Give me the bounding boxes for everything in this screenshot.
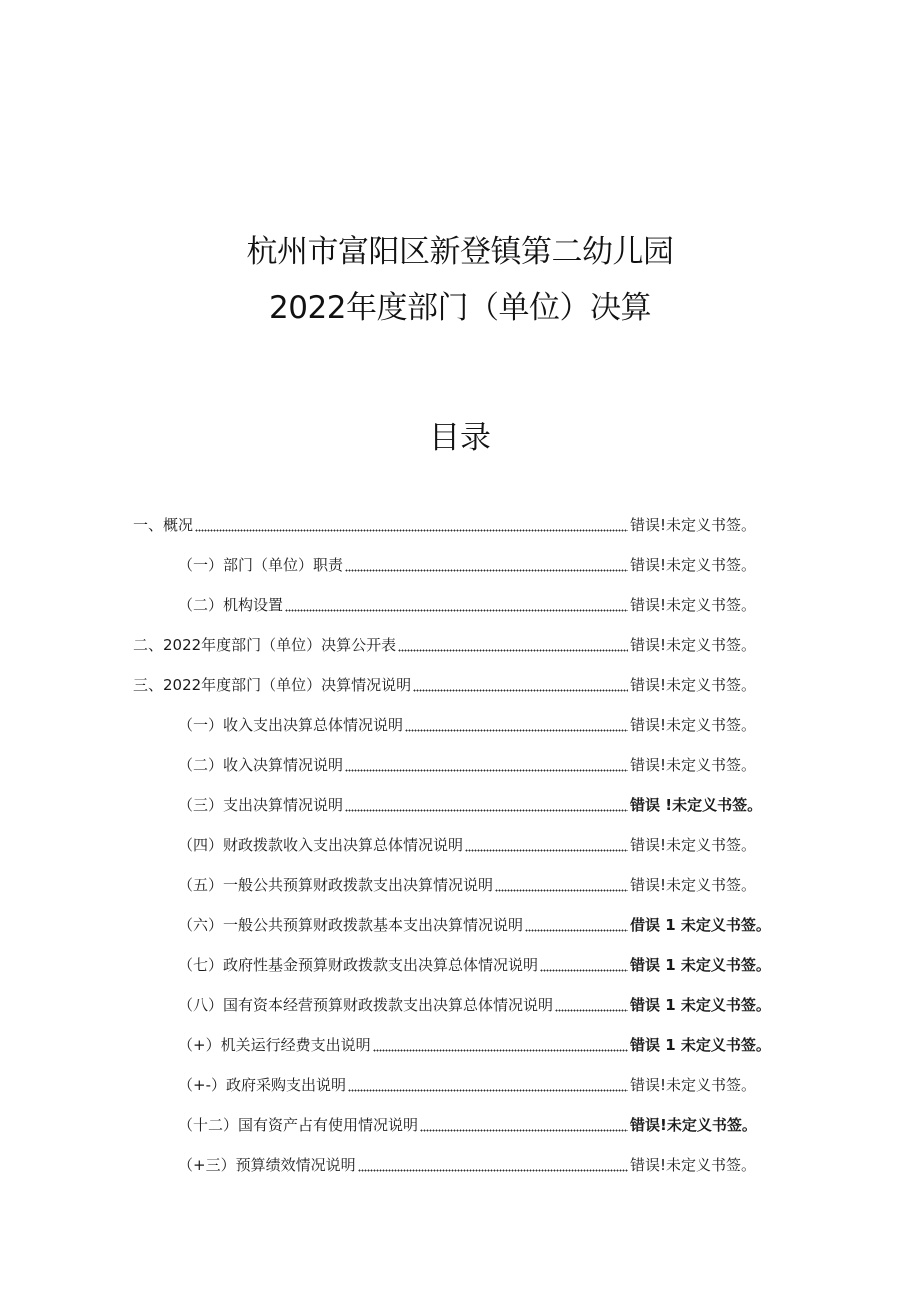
toc-entry[interactable] [0,745,920,785]
toc-entry[interactable] [0,665,920,705]
toc-entry[interactable] [0,705,920,745]
toc-entry-label: （一）部门（单位）职责 [178,556,344,574]
toc-page-reference: 错误!未定义书签。 [630,676,757,694]
document-subtitle: 2022年度部门（单位）决算 [269,290,651,326]
toc-entry[interactable] [0,545,920,585]
toc-page-reference: 借误 1 未定义书签。 [630,916,771,934]
toc-dot-leader [398,648,628,652]
toc-dot-leader [358,1168,628,1172]
table-of-contents [0,505,920,1185]
toc-entry-label: 二、2022年度部门（单位）决算公开表 [133,636,397,654]
toc-page-reference: 错误!未定义书签。 [630,1156,757,1174]
toc-entry-label: （八）国有资本经营预算财政拨款支出决算总体情况说明 [178,996,554,1014]
toc-entry[interactable] [0,625,920,665]
toc-entry-label: （二）收入决算情况说明 [178,756,344,774]
toc-dot-leader [405,728,628,732]
toc-dot-leader [373,1048,628,1052]
toc-page-reference: 错误!未定义书签。 [630,596,757,614]
toc-page-reference: 错误!未定义书签。 [630,1076,757,1094]
toc-entry[interactable] [0,785,920,825]
toc-entry[interactable] [0,905,920,945]
toc-entry-label: （一）收入支出决算总体情况说明 [178,716,404,734]
toc-entry-label: （二）机构设置 [178,596,284,614]
toc-entry[interactable] [0,505,920,545]
toc-dot-leader [345,768,628,772]
toc-entry[interactable] [0,945,920,985]
toc-entry-label: （+）机关运行经费支出说明 [178,1036,371,1054]
toc-entry-label: （三）支出决算情况说明 [178,796,344,814]
toc-dot-leader [525,928,628,932]
toc-page-reference: 错误 1 未定义书签。 [630,996,771,1014]
toc-page-reference: 错误!未定义书签。 [630,836,757,854]
toc-entry[interactable] [0,585,920,625]
toc-page-reference: 错误!未定义书签。 [630,1116,757,1134]
toc-entry-label: 三、2022年度部门（单位）决算情况说明 [133,676,412,694]
document-title: 杭州市富阳区新登镇第二幼儿园 [246,234,674,270]
toc-entry-label: （五）一般公共预算财政拨款支出决算情况说明 [178,876,494,894]
toc-dot-leader [195,528,628,532]
toc-page-reference: 错误!未定义书签。 [630,556,757,574]
toc-dot-leader [285,608,628,612]
toc-entry-label: （六）一般公共预算财政拨款基本支出决算情况说明 [178,916,524,934]
toc-page-reference: 错误 1 未定义书签。 [630,956,771,974]
toc-dot-leader [555,1008,628,1012]
toc-entry[interactable] [0,985,920,1025]
toc-entry-label: （+-）政府采购支出说明 [178,1076,346,1094]
toc-dot-leader [345,568,628,572]
toc-page-reference: 错误 !未定义书签。 [630,796,763,814]
toc-entry[interactable] [0,1025,920,1065]
toc-page-reference: 错误!未定义书签。 [630,876,757,894]
toc-dot-leader [540,968,628,972]
toc-entry[interactable] [0,1105,920,1145]
toc-entry-label: 一、概况 [133,516,194,534]
toc-dot-leader [348,1088,628,1092]
toc-page-reference: 错误 1 未定义书签。 [630,1036,771,1054]
toc-heading: 目录 [429,420,491,456]
toc-page-reference: 错误!未定义书签。 [630,636,757,654]
toc-dot-leader [495,888,628,892]
toc-dot-leader [420,1128,628,1132]
toc-entry-label: （十二）国有资产占有使用情况说明 [178,1116,419,1134]
toc-dot-leader [465,848,628,852]
toc-entry-label: （四）财政拨款收入支出决算总体情况说明 [178,836,464,854]
toc-dot-leader [345,808,628,812]
toc-dot-leader [413,688,628,692]
toc-page-reference: 错误!未定义书签。 [630,516,757,534]
toc-entry-label: （+三）预算绩效情况说明 [178,1156,356,1174]
toc-entry[interactable] [0,825,920,865]
toc-page-reference: 错误!未定义书签。 [630,716,757,734]
toc-entry[interactable] [0,865,920,905]
toc-entry[interactable] [0,1065,920,1105]
toc-page-reference: 错误!未定义书签。 [630,756,757,774]
toc-entry-label: （七）政府性基金预算财政拨款支出决算总体情况说明 [178,956,539,974]
toc-entry[interactable] [0,1145,920,1185]
